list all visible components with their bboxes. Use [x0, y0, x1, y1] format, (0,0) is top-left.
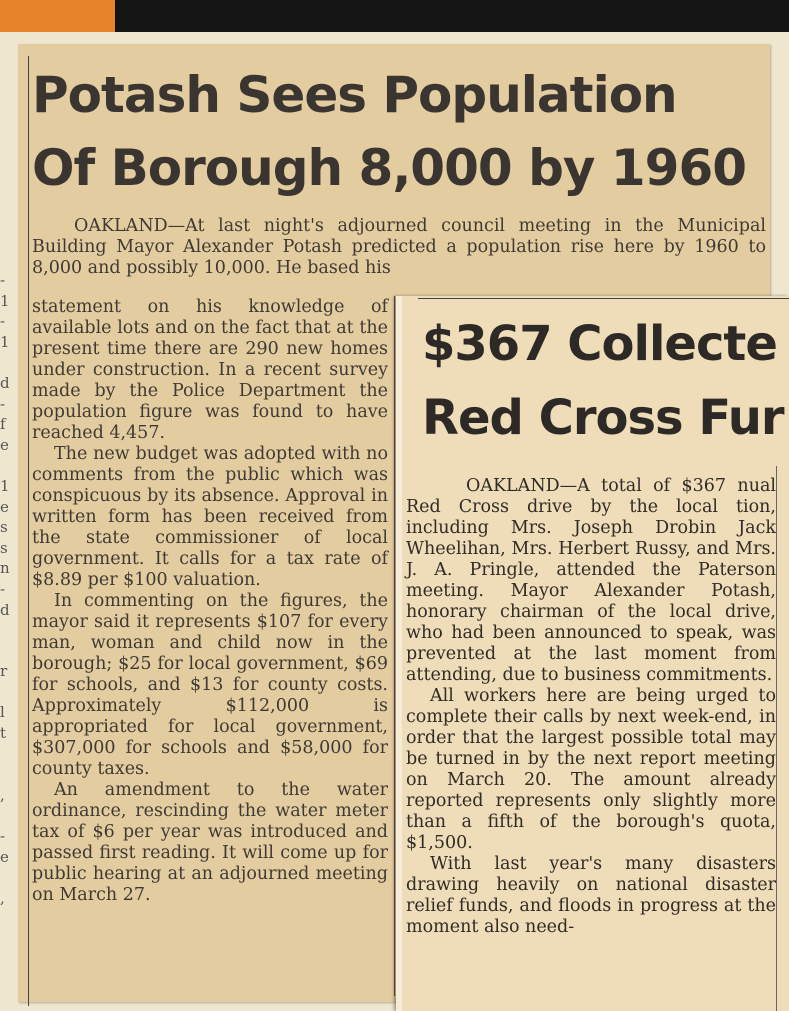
- headline-line-1: $367 Collecte: [422, 316, 777, 372]
- article-paragraph: statement on his knowledge of available lots and on the fact that at the present time there are 290 new homes under construction. In a recent survey made by the Police Department the population figure was found to have reached 4,457.: [32, 297, 388, 443]
- fragment-char: -: [0, 312, 6, 331]
- fragment-char: 1: [0, 476, 10, 495]
- fragment-char: d: [0, 600, 10, 619]
- article-paragraph: All workers here are being urged to complete their calls by next week-end, in order that the largest possible total may be turned in by the next report meeting on March 20. The amount already reported represents only slightly more than a fifth of the borough's quota, $1,500.: [406, 686, 776, 853]
- column-rule: [28, 56, 29, 1006]
- clipping-edge: [396, 296, 402, 1011]
- fragment-char: e: [0, 497, 9, 516]
- top-rule: [418, 298, 789, 299]
- article-paragraph: In commenting on the figures, the mayor said it represents $107 for every man, woman and child now in the borough; $25 for local government, $69 for schools, and $13 for county costs. Approximately $112,000 is appropriated for local government, $307,000 for schools and $58,000 for county taxes.: [32, 591, 388, 779]
- lede-paragraph: OAKLAND—At last night's adjourned council meeting in the Municipal Building Mayor Alexander Potash predicted a population rise here by 1960 to 8,000 and possibly 10,000. He based his: [32, 216, 766, 278]
- fragment-char: s: [0, 518, 8, 537]
- fragment-char: s: [0, 538, 8, 557]
- fragment-char: -: [0, 271, 6, 289]
- fragment-char: f: [0, 415, 6, 434]
- fragment-char: -: [0, 827, 6, 846]
- article-paragraph: An amendment to the water ordinance, rescinding the water meter tax of $6 per year was introduced and passed first reading. It will come up for public hearing at an adjourned meeting on March 27.: [32, 780, 388, 905]
- article-paragraph: OAKLAND—A total of $367 nual Red Cross drive by the local tion, including Mrs. Joseph Drobin Jack Wheelihan, Mrs. Herbert Russy, and Mrs. J. A. Pringle, attended the Paterson meeting. Mayor Alexander Potash, honorary chairman of the local drive, who had been announced to speak, was prevented at the last moment from attending, due to business commitments.: [406, 476, 776, 685]
- fragment-char: t: [0, 724, 7, 743]
- article-paragraph: The new budget was adopted with no comments from the public which was conspicuous by its absence. Approval in written form has been received from the state commissioner of local government. It calls for a tax rate of $8.89 per $100 valuation.: [32, 444, 388, 590]
- fragment-char: -: [0, 579, 6, 598]
- orange-tab: [0, 0, 115, 34]
- fragment-char: e: [0, 847, 9, 866]
- fragment-char: r: [0, 662, 8, 681]
- column-rule: [776, 466, 777, 1011]
- fragment-char: -: [0, 394, 6, 413]
- fragment-char: l: [0, 703, 5, 722]
- article-column: [406, 476, 776, 938]
- fragment-char: d: [0, 373, 10, 392]
- fragment-char: ,: [0, 785, 5, 804]
- article-column: [32, 297, 388, 906]
- fragment-char: e: [0, 435, 9, 454]
- headline-line-1: Potash Sees Population: [32, 66, 677, 124]
- clipping-red-cross: [396, 296, 789, 1011]
- fragment-char: n: [0, 559, 10, 578]
- headline-line-2: Red Cross Fur: [422, 390, 784, 446]
- fragment-char: 1: [0, 291, 10, 310]
- fragment-char: 1: [0, 332, 10, 351]
- headline-line-2: Of Borough 8,000 by 1960: [32, 139, 747, 197]
- article-paragraph: With last year's many disasters drawing heavily on national disaster relief funds, and floods in progress at the moment also need-: [406, 854, 776, 937]
- column-rule: [394, 296, 395, 996]
- article-lede: [32, 216, 766, 279]
- fragment-char: ,: [0, 888, 5, 907]
